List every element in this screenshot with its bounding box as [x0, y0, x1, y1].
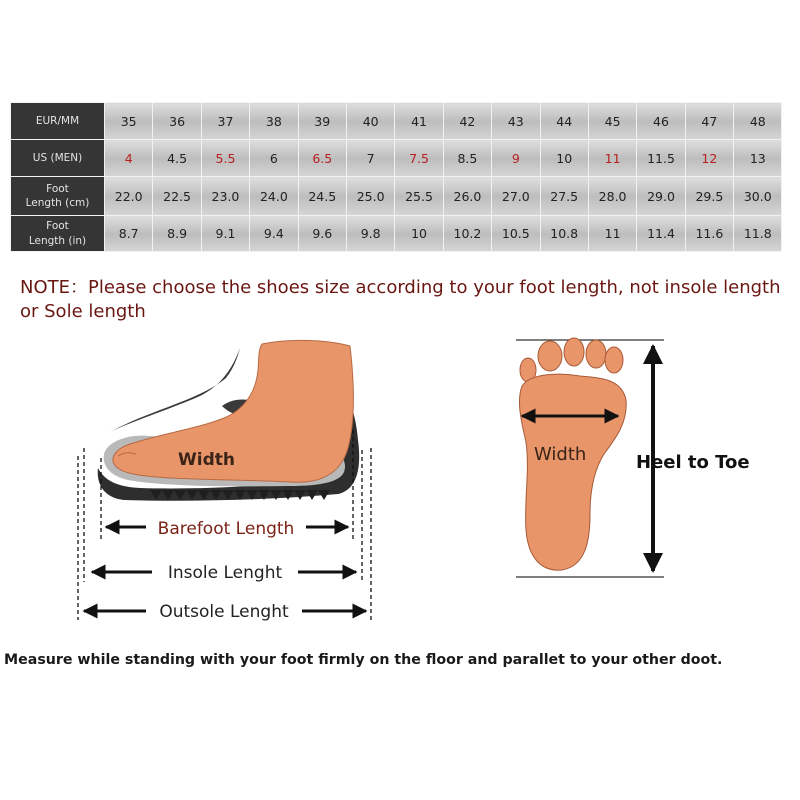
- size-row: [11, 103, 782, 140]
- shoe-side-illustration: [98, 340, 359, 500]
- size-cell: 11.6: [685, 216, 733, 252]
- size-cell: 25.0: [346, 177, 394, 216]
- size-cell: 44: [540, 103, 588, 140]
- barefoot-length-label: Barefoot Length: [157, 519, 295, 539]
- size-cell: 11: [588, 216, 636, 252]
- size-cell: 22.0: [105, 177, 153, 216]
- size-cell: 38: [250, 103, 298, 140]
- size-cell: 13: [734, 140, 782, 177]
- size-cell: 48: [734, 103, 782, 140]
- row-header: US (MEN): [11, 140, 105, 177]
- size-cell: 39: [298, 103, 346, 140]
- measure-instruction: Measure while standing with your foot firmly on the floor and parallet to your other doot.: [4, 652, 723, 668]
- size-cell: 9.1: [201, 216, 249, 252]
- row-header: Foot Length (cm): [11, 177, 105, 216]
- size-cell: 40: [346, 103, 394, 140]
- size-cell: 8.5: [443, 140, 491, 177]
- insole-length-label: Insole Lenght: [167, 563, 283, 583]
- size-cell: 4: [105, 140, 153, 177]
- size-cell: 35: [105, 103, 153, 140]
- foot-measurement-diagram: [0, 330, 800, 650]
- size-cell: 47: [685, 103, 733, 140]
- size-cell: 7.5: [395, 140, 443, 177]
- size-cell: 11.5: [637, 140, 685, 177]
- size-cell: 27.0: [492, 177, 540, 216]
- size-cell: 12: [685, 140, 733, 177]
- shoe-width-label: Width: [178, 450, 235, 470]
- size-cell: 41: [395, 103, 443, 140]
- size-cell: 9: [492, 140, 540, 177]
- size-cell: 43: [492, 103, 540, 140]
- row-header: Foot Length (in): [11, 216, 105, 252]
- size-cell: 8.9: [153, 216, 201, 252]
- size-cell: 28.0: [588, 177, 636, 216]
- size-cell: 9.8: [346, 216, 394, 252]
- size-cell: 29.0: [637, 177, 685, 216]
- size-cell: 26.0: [443, 177, 491, 216]
- sole-width-label: Width: [534, 444, 587, 465]
- size-row: [11, 216, 782, 252]
- size-cell: 25.5: [395, 177, 443, 216]
- size-cell: 4.5: [153, 140, 201, 177]
- size-cell: 11.8: [734, 216, 782, 252]
- size-cell: 10: [395, 216, 443, 252]
- size-cell: 10.8: [540, 216, 588, 252]
- foot-sole-shape: [519, 374, 626, 570]
- size-cell: 5.5: [201, 140, 249, 177]
- size-cell: 29.5: [685, 177, 733, 216]
- outsole-length-label: Outsole Lenght: [159, 602, 289, 622]
- size-cell: 30.0: [734, 177, 782, 216]
- size-cell: 23.0: [201, 177, 249, 216]
- size-cell: 36: [153, 103, 201, 140]
- size-cell: 9.4: [250, 216, 298, 252]
- size-cell: 22.5: [153, 177, 201, 216]
- size-cell: 6.5: [298, 140, 346, 177]
- size-cell: 45: [588, 103, 636, 140]
- size-cell: 10.5: [492, 216, 540, 252]
- size-cell: 10: [540, 140, 588, 177]
- size-cell: 8.7: [105, 216, 153, 252]
- size-cell: 7: [346, 140, 394, 177]
- size-cell: 9.6: [298, 216, 346, 252]
- row-header: EUR/MM: [11, 103, 105, 140]
- size-cell: 46: [637, 103, 685, 140]
- size-cell: 24.5: [298, 177, 346, 216]
- size-row: [11, 177, 782, 216]
- size-cell: 37: [201, 103, 249, 140]
- size-cell: 42: [443, 103, 491, 140]
- note-text: NOTE：Please choose the shoes size according to your foot length, not insole length or Sole length: [20, 277, 781, 322]
- size-cell: 27.5: [540, 177, 588, 216]
- size-cell: 11.4: [637, 216, 685, 252]
- size-chart-table: [10, 102, 782, 252]
- size-cell: 24.0: [250, 177, 298, 216]
- size-cell: 6: [250, 140, 298, 177]
- heel-to-toe-label: Heel to Toe: [636, 452, 750, 473]
- size-row: [11, 140, 782, 177]
- size-cell: 10.2: [443, 216, 491, 252]
- size-cell: 11: [588, 140, 636, 177]
